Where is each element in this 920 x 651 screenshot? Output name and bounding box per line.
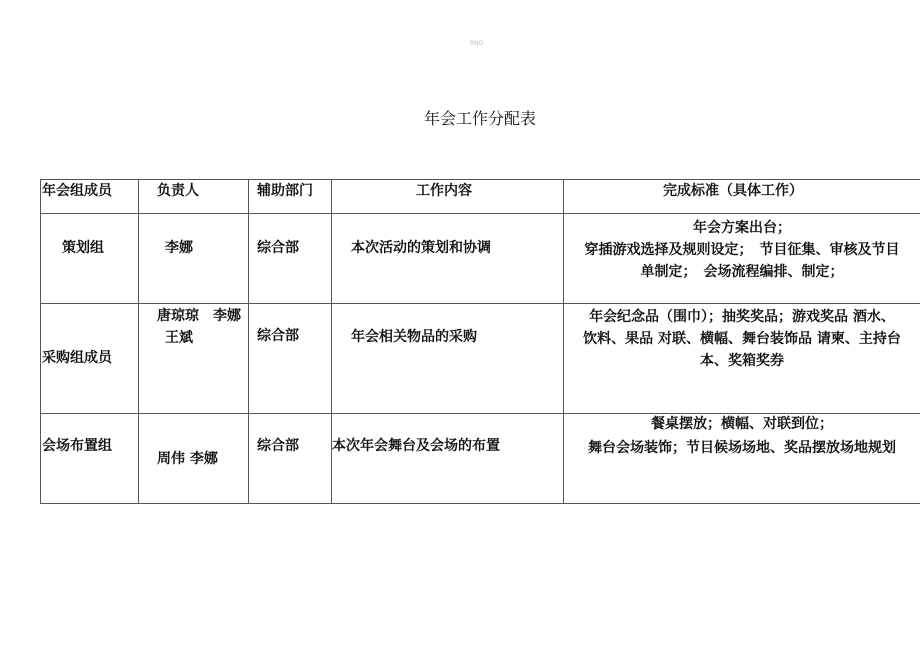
document-title: 年会工作分配表 bbox=[423, 109, 536, 128]
header-standard: 完成标准（具体工作） bbox=[663, 183, 803, 199]
row1-dept: 综合部 bbox=[257, 240, 299, 256]
row1-standard-line: 穿插游戏选择及规则设定； 节目征集、审核及节目 bbox=[584, 242, 900, 258]
page-header-mark: RNO bbox=[470, 40, 484, 47]
row1-standard-line: 单制定； 会场流程编排、制定； bbox=[640, 264, 844, 280]
row3-dept: 综合部 bbox=[257, 438, 299, 454]
row2-owner-line: 唐琼琼 李娜 bbox=[157, 308, 241, 324]
row2-group: 采购组成员 bbox=[42, 350, 112, 366]
row2-standard-line: 本、奖箱奖券 bbox=[700, 353, 784, 369]
header-group: 年会组成员 bbox=[42, 183, 112, 199]
row1-group: 策划组 bbox=[62, 240, 104, 256]
header-dept: 辅助部门 bbox=[257, 183, 313, 199]
row2-dept: 综合部 bbox=[257, 328, 299, 344]
assignment-table bbox=[40, 179, 920, 504]
row3-standard-line: 餐桌摆放；横幅、对联到位； bbox=[651, 416, 833, 432]
row2-standard-line: 饮料、果品 对联、横幅、舞台装饰品 请柬、主持台 bbox=[583, 331, 901, 347]
row3-group: 会场布置组 bbox=[42, 438, 112, 454]
row1-standard-line: 年会方案出台； bbox=[693, 220, 791, 236]
column-divider bbox=[248, 180, 249, 503]
row3-owner: 周伟 李娜 bbox=[157, 451, 218, 467]
row-divider bbox=[41, 303, 920, 304]
row-divider bbox=[41, 213, 920, 214]
row3-content: 本次年会舞台及会场的布置 bbox=[332, 438, 500, 454]
row2-owner-line: 王斌 bbox=[165, 330, 193, 346]
row2-content: 年会相关物品的采购 bbox=[351, 329, 477, 345]
row1-content: 本次活动的策划和协调 bbox=[351, 240, 491, 256]
row2-standard-line: 年会纪念品（围巾）；抽奖奖品；游戏奖品 酒水、 bbox=[589, 309, 895, 325]
header-owner: 负责人 bbox=[157, 183, 199, 199]
header-content: 工作内容 bbox=[416, 183, 472, 199]
column-divider bbox=[138, 180, 139, 503]
row1-owner: 李娜 bbox=[165, 240, 193, 256]
row3-standard-line: 舞台会场装饰；节目候场场地、奖品摆放场地规划 bbox=[588, 440, 896, 456]
